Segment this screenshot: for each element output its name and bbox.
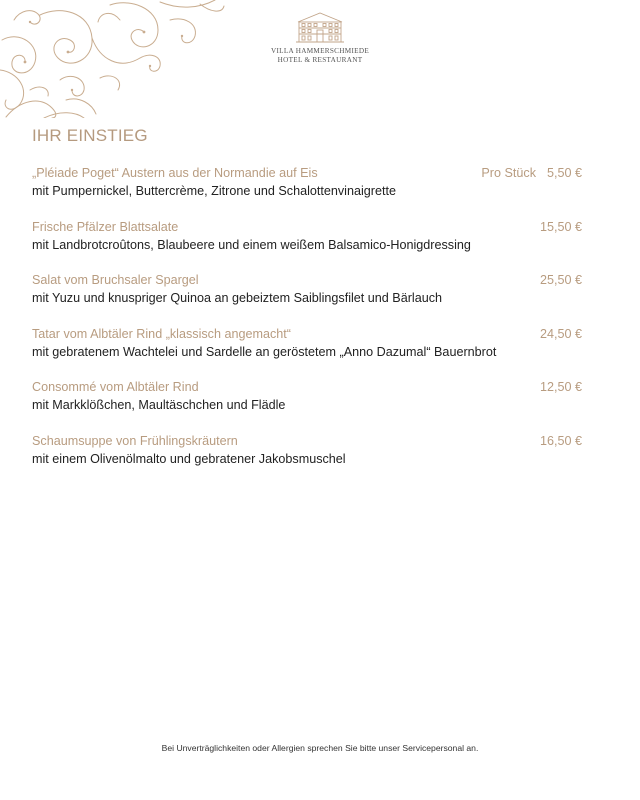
menu-item (32, 380, 582, 434)
menu-item (32, 220, 582, 274)
villa-building-icon (294, 10, 346, 44)
item-price: 25,50 € (539, 273, 582, 288)
brand-subtitle: HOTEL & RESTAURANT (277, 56, 363, 64)
item-description: mit Landbrotcroûtons, Blaubeere und einem weißem Balsamico-Honigdressing (32, 237, 471, 252)
item-price: 15,50 € (539, 219, 582, 234)
menu-item (32, 434, 582, 488)
item-price: 5,50 € (546, 166, 582, 180)
item-price: 24,50 € (539, 326, 582, 341)
item-name: Frische Pfälzer Blattsalate (32, 219, 179, 234)
item-description: mit einem Olivenölmalto und gebratener Jakobsmuschel (32, 451, 346, 466)
menu-list (32, 166, 582, 488)
item-description: mit Pumpernickel, Buttercrème, Zitrone und Schalottenvinaigrette (32, 184, 396, 198)
item-name: Salat vom Bruchsaler Spargel (32, 273, 199, 288)
brand-logo (262, 10, 378, 64)
brand-name: VILLA HAMMERSCHMIEDE (270, 47, 370, 55)
item-description: mit gebratenem Wachtelei und Sardelle an geröstetem „Anno Dazumal“ Bauernbrot (32, 344, 497, 359)
item-price: 12,50 € (539, 380, 582, 395)
item-name: Consommé vom Albtäler Rind (32, 380, 199, 395)
item-name: Tatar vom Albtäler Rind „klassisch angemacht“ (32, 326, 291, 341)
menu-item (32, 166, 582, 220)
item-description: mit Markklößchen, Maultäschchen und Flädle (32, 398, 286, 413)
item-unit: Pro Stück (481, 166, 536, 180)
section-title: IHR EINSTIEG (32, 126, 148, 145)
allergy-note: Bei Unverträglichkeiten oder Allergien sprechen Sie bitte unser Servicepersonal an. (161, 743, 479, 753)
swirl-ornament-icon (0, 0, 225, 118)
item-name: Schaumsuppe von Frühlingskräutern (32, 433, 238, 448)
item-price: 16,50 € (539, 433, 582, 448)
menu-item (32, 327, 582, 381)
item-name: „Pléiade Poget“ Austern aus der Normandie auf Eis (32, 166, 318, 180)
menu-item (32, 273, 582, 327)
item-description: mit Yuzu und knuspriger Quinoa an gebeiztem Saiblingsfilet und Bärlauch (32, 291, 443, 306)
